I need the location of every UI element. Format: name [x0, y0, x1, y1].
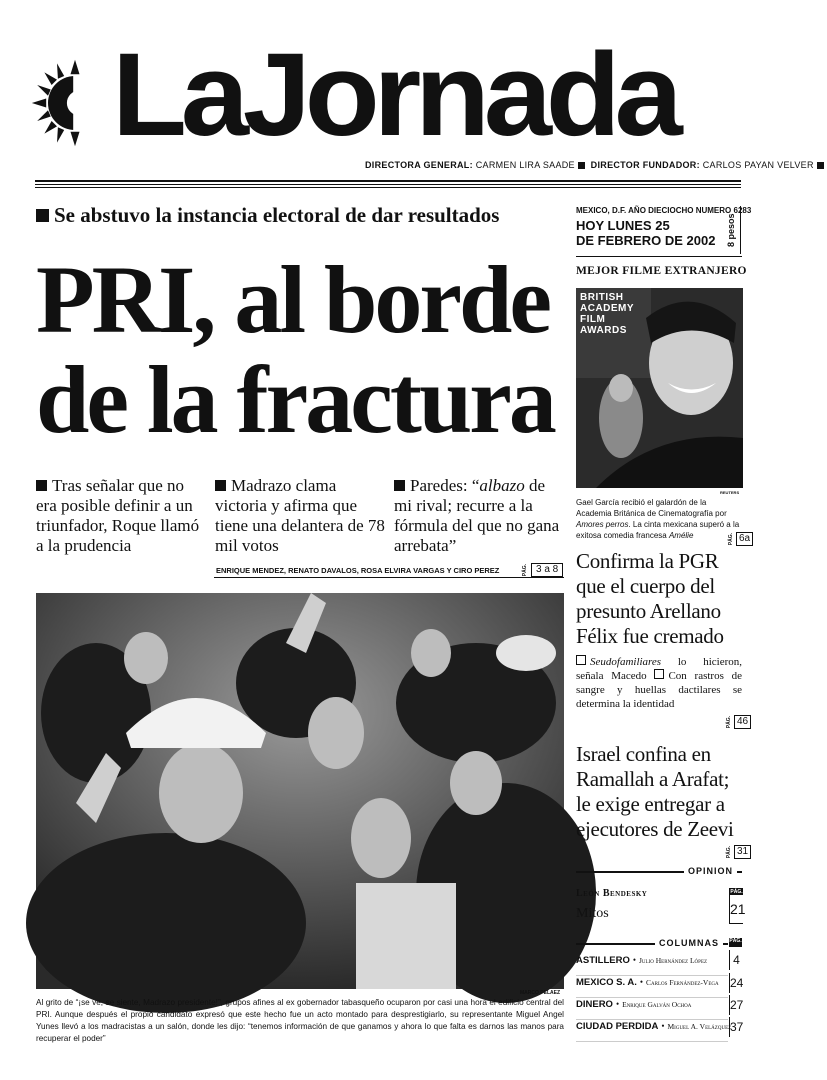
opinion-label: OPINION [684, 866, 737, 876]
page-tag: PÁG. [522, 563, 528, 577]
crowd-photo-image [36, 593, 564, 989]
bullet-dot-icon: • [615, 999, 620, 1009]
bullet-dot-icon: • [632, 955, 636, 965]
column-page: 27 [729, 995, 743, 1015]
page-number: 31 [734, 845, 751, 859]
page-number: 6a [736, 532, 753, 546]
columns-label: COLUMNAS [655, 938, 723, 948]
column-item[interactable] [576, 1021, 732, 1042]
column-name: ASTILLERO [576, 955, 630, 966]
page-number: 3 a 8 [531, 563, 563, 577]
column-author: Carlos Fernández-Vega [646, 978, 719, 987]
price-tag: 8 pesos [726, 206, 741, 254]
masthead-rule [35, 187, 741, 188]
square-bullet-icon [394, 480, 405, 491]
column-author: Miguel A. Velázquez [667, 1022, 732, 1031]
masthead [30, 28, 770, 168]
side-photo-caption: Gael García recibió el galardón de la Academia Británica de Cinematografía por Amores perros. La cinta mexicana superó a la exitosa comedia francesa Amélie [576, 498, 740, 540]
newspaper-logo: LaJornada [112, 29, 677, 161]
director-name: CARMEN LIRA SAADE [475, 160, 575, 170]
column-page: 4 [729, 950, 743, 970]
staff-line [365, 160, 827, 170]
story-israel-page-ref[interactable] [726, 845, 751, 859]
column-name: MEXICO S. A. [576, 977, 637, 988]
hollow-square-bullet-icon [654, 669, 664, 679]
dateline-date: HOY LUNES 25 DE FEBRERO DE 2002 [576, 218, 716, 248]
square-bullet-icon [215, 480, 226, 491]
column-page: 24 [729, 973, 743, 993]
column-author: Julio Hernández López [639, 956, 708, 965]
lead-kicker: Se abstuvo la instancia electoral de dar resultados [36, 203, 499, 228]
story-pgr-headline[interactable]: Confirma la PGR que el cuerpo del presunto Arellano Félix fue cremado [576, 549, 724, 648]
columns-page-tag: PÁG. [729, 938, 742, 947]
main-photo[interactable] [36, 593, 564, 989]
page-tag: PÁG. [728, 532, 734, 546]
photo-credit: MARCO PELAEZ [520, 990, 560, 996]
founder-label: DIRECTOR FUNDADOR: [590, 160, 700, 170]
authors-rule [214, 577, 564, 578]
masthead-rule [35, 180, 741, 182]
square-bullet-icon [817, 162, 824, 169]
bullet-dot-icon: • [639, 977, 644, 987]
page-tag: PÁG. [726, 715, 732, 729]
lead-authors: ENRIQUE MENDEZ, RENATO DAVALOS, ROSA ELVIRA VARGAS Y CIRO PEREZ [216, 566, 500, 575]
column-page: 37 [729, 1017, 743, 1037]
headline-line-1: PRI, al borde [36, 246, 549, 353]
masthead-rule [35, 184, 741, 185]
founder-name: CARLOS PAYAN VELVER [702, 160, 814, 170]
main-photo-caption: Al grito de “¡se ve, se siente, Madrazo presidente!”, grupos afines al ex gobernador tabasqueño ocuparon por casi una hora el edificio central del PRI. Aunque después el propio candidato expresó que este hecho fue un acto montado para desprestigiarlo, su representante Miguel Angel Yunes llevó a los madracistas a un salón, donde les dijo: “tenemos información de que ganamos y ahora lo que falta es darnos las manos para recuperar el poder” [36, 998, 564, 1043]
page-number: 46 [734, 715, 751, 729]
story-pgr-page-ref[interactable] [726, 715, 751, 729]
lead-page-ref[interactable] [522, 563, 563, 577]
bullet-dot-icon: • [661, 1021, 665, 1031]
lead-subhead-2: Madrazo clama victoria y afirma que tiene una delantera de 78 mil votos [215, 476, 385, 555]
story-israel-headline[interactable]: Israel confina en Ramallah a Arafat; le exige entregar a ejecutores de Zeevi [576, 742, 734, 841]
column-item[interactable] [576, 955, 728, 976]
opinion-page-ref[interactable] [729, 888, 746, 924]
square-bullet-icon [36, 209, 49, 222]
hollow-square-bullet-icon [576, 655, 586, 665]
lead-headline[interactable] [36, 246, 554, 453]
side-photo-credit: REUTERS [720, 490, 740, 495]
page-tag: PÁG. [726, 845, 732, 859]
right-column-rule [576, 256, 742, 257]
side-photo[interactable] [576, 288, 743, 488]
side-page-ref[interactable] [728, 532, 753, 546]
lead-subhead-3: Paredes: “albazo de mi rival; recurre a la fórmula del que no gana arrebata” [394, 476, 560, 555]
square-bullet-icon [36, 480, 47, 491]
column-item[interactable] [576, 977, 728, 998]
column-author: Enrique Galván Ochoa [622, 1000, 692, 1009]
sun-logo-icon [30, 58, 120, 148]
side-story-kicker: MEJOR FILME EXTRANJERO [576, 265, 747, 277]
award-sign: BRITISH ACADEMY FILM AWARDS [580, 292, 634, 336]
lead-subhead-1: Tras señalar que no era posible definir a un triunfador, Roque llamó a la prudencia [36, 476, 200, 555]
column-name: DINERO [576, 999, 613, 1010]
opinion-author[interactable]: León Bendesky [576, 888, 648, 899]
column-item[interactable] [576, 999, 728, 1020]
headline-line-2: de la fractura [36, 346, 554, 453]
page-number: 21 [730, 901, 746, 917]
director-label: DIRECTORA GENERAL: [365, 160, 473, 170]
dateline-issue: MEXICO, D.F. AÑO DIECIOCHO NUMERO 6283 [576, 206, 752, 215]
square-bullet-icon [578, 162, 585, 169]
story-pgr-summary: Seudofamiliares lo hicieron, señala Macedo Con rastros de sangre y huellas dactilares se determina la identidad [576, 656, 742, 710]
column-name: CIUDAD PERDIDA [576, 1021, 659, 1032]
page-tag: PÁG. [730, 889, 743, 895]
opinion-title[interactable]: Mitos [576, 906, 609, 921]
